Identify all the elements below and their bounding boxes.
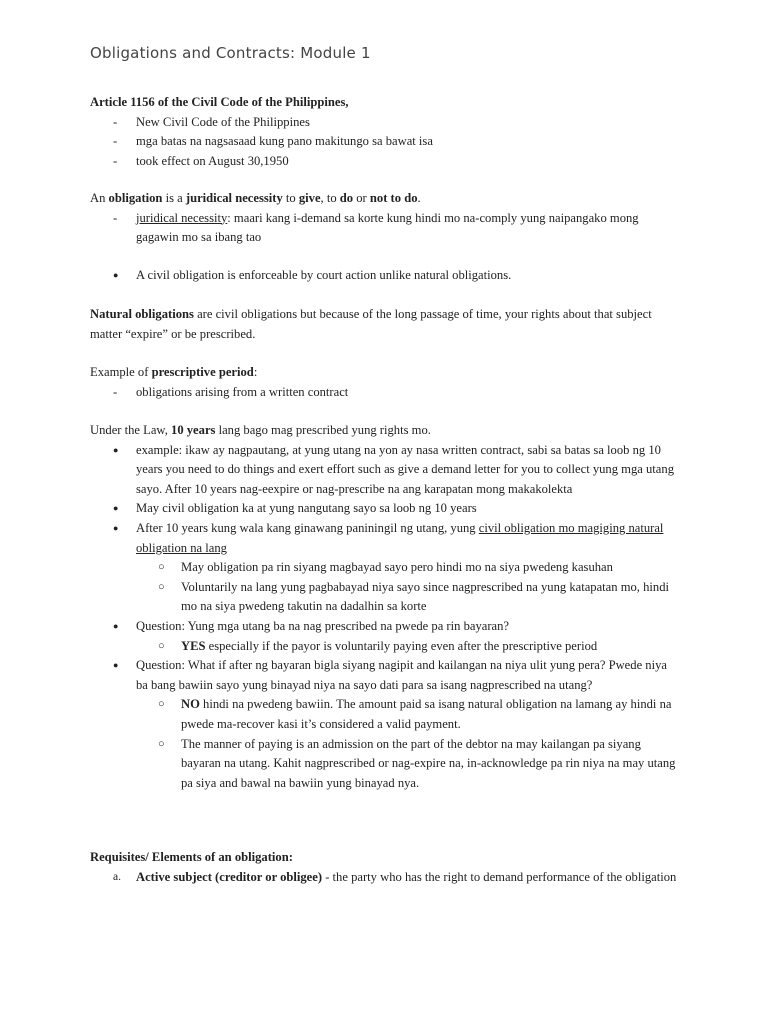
- sub-list-item: [90, 695, 680, 734]
- list-item: [90, 209, 680, 248]
- list-item-text: Question: Yung mga utang ba na nag prescribed na pwede pa rin bayaran?: [136, 618, 510, 633]
- requisites-title: Requisites/ Elements of an obligation:: [90, 850, 293, 864]
- bullet-marker: ●: [113, 503, 119, 514]
- list-item: [90, 132, 680, 152]
- list-item-text: mga batas na nagsasaad kung pano makitungo sa bawat isa: [136, 134, 433, 149]
- sub-list-item: [90, 558, 680, 578]
- dash-marker: -: [113, 210, 118, 225]
- bullet-marker: ●: [113, 620, 119, 631]
- list-item: [90, 152, 680, 172]
- list-item: [90, 266, 680, 286]
- sub-list-item: [90, 735, 680, 794]
- dash-marker: -: [113, 153, 118, 168]
- bullet-marker: ●: [113, 270, 119, 280]
- dash-marker: -: [113, 114, 118, 129]
- circle-marker: ○: [158, 737, 165, 750]
- document-header: Obligations and Contracts: Module 1: [90, 44, 371, 62]
- bullet-marker: ●: [113, 660, 119, 671]
- dash-marker: -: [113, 384, 118, 399]
- list-item-text: took effect on August 30,1950: [136, 153, 289, 168]
- list-item-text: After 10 years kung wala kang ginawang paniningil ng utang, yung civil obligation mo magiging natural obligation na lang: [136, 520, 664, 555]
- circle-marker: ○: [158, 698, 165, 711]
- list-item-text: Question: What if after ng bayaran bigla siyang nagipit and kailangan na niya ulit yung pera? Pwede niya ba bang bawiin sayo yung binayad niya na sayo dati para sa isang nagprescribed na utang?: [136, 658, 667, 692]
- list-item: [90, 383, 680, 403]
- sub-list-item: [90, 578, 680, 617]
- list-item: [90, 656, 680, 695]
- article-title: Article 1156 of the Civil Code of the Philippines,: [90, 95, 349, 109]
- law-section: Under the Law, 10 years lang bago mag prescribed yung rights mo. ● example: ikaw ay nagpautang, at yung utang na yon ay nasa written contract, sabi sa batas sa loob ng 10 years you need to do things and exert effort such as give a demand letter for you to collect yung mga utang sayo. After 10 years nag-eexpire or nag-prescribe na ang karapatan mong makakolekta ● May civil obligation ka at yung nangutang sayo sa loob ng 10 years ● After 10 years kung wala kang ginawang paniningil ng utang, yung civil obligation mo magiging natural obligation na lang ○ May obligation pa rin siyang magbayad sayo pero hindi mo na siya pwedeng kasuhan ○ Voluntarily na lang yung pagbabayad niya sayo since nagprescribed na yung katapatan mo, hindi mo na siya pwedeng takutin na dadalhin sa korte ● Question: Yung mga utang ba na nag prescribed na pwede pa rin bayaran? ○ YES especially if the payor is voluntarily paying even after the prescriptive period ● Question: What if after ng bayaran bigla siyang nagipit and kailangan na niya ulit yung pera? Pwede niya ba bang bawiin sayo yung binayad niya na sayo dati para sa isang nagprescribed na utang? ○ NO hindi na pwedeng bawiin. The amount paid sa isang natural obligation na lamang ay hindi na pwede ma-recover kasi it’s considered a valid payment. ○ The manner of paying is an admission on the part of the debtor na may kailangan pa siyang bayaran na utang. Kahit nagprescribed or nag-expire na, in-acknowledge pa rin niya na may utang pa siya and bawal na bawiin yung binayad nya.: [90, 421, 680, 793]
- list-item-text: juridical necessity: maari kang i-demand sa korte kung hindi mo na-comply yung naipangako mong gagawin mo sa ibang tao: [136, 210, 639, 245]
- list-item-text: New Civil Code of the Philippines: [136, 114, 310, 129]
- list-item-text: YES especially if the payor is voluntarily paying even after the prescriptive period: [181, 638, 598, 653]
- list-item-text: Active subject (creditor or obligee) - the party who has the right to demand performance of the obligation: [136, 869, 677, 884]
- list-item: [90, 499, 680, 519]
- prescriptive-section: Example of prescriptive period: - obligations arising from a written contract: [90, 363, 680, 402]
- list-item-text: example: ikaw ay nagpautang, at yung utang na yon ay nasa written contract, sabi sa batas sa loob ng 10 years you need to do things and exert effort such as give a demand letter for you to collect yung mga utang sayo. After 10 years nag-eexpire or nag-prescribe na ang karapatan mong makakolekta: [136, 442, 674, 496]
- list-item-text: NO hindi na pwedeng bawiin. The amount paid sa isang natural obligation na lamang ay hindi na pwede ma-recover kasi it’s considered a valid payment.: [181, 697, 672, 731]
- circle-marker: ○: [158, 639, 165, 652]
- list-item: [90, 441, 680, 500]
- requisites-section: [90, 848, 680, 887]
- list-item: [90, 617, 680, 637]
- letter-marker: a.: [113, 870, 121, 883]
- circle-marker: ○: [158, 580, 165, 593]
- definition-paragraph: An obligation is a juridical necessity to give, to do or not to do.: [90, 191, 421, 205]
- sub-list-item: [90, 637, 680, 657]
- list-item: [90, 519, 680, 558]
- list-item-text: May civil obligation ka at yung nangutang sayo sa loob ng 10 years: [136, 501, 477, 516]
- list-item-text: May obligation pa rin siyang magbayad sayo pero hindi mo na siya pwedeng kasuhan: [181, 560, 613, 575]
- dash-marker: -: [113, 134, 118, 149]
- list-item-text: The manner of paying is an admission on the part of the debtor na may kailangan pa siyang bayaran na utang. Kahit nagprescribed or nag-expire na, in-acknowledge pa rin niya na may utang pa siya and bawal na bawiin yung binayad nya.: [181, 736, 676, 790]
- list-item: [90, 113, 680, 133]
- list-item-text: A civil obligation is enforceable by court action unlike natural obligations.: [136, 268, 512, 282]
- list-item: [90, 868, 680, 888]
- natural-obligations-paragraph: Natural obligations are civil obligations but because of the long passage of time, your rights about that subject matter “expire” or be prescribed.: [90, 307, 652, 341]
- circle-marker: ○: [158, 561, 165, 574]
- list-item-text: Voluntarily na lang yung pagbabayad niya sayo since nagprescribed na yung katapatan mo, hindi mo na siya pwedeng takutin na dadalhin sa korte: [181, 579, 669, 614]
- article-section: [90, 93, 680, 171]
- civil-obligation-section: [90, 266, 680, 286]
- bullet-marker: ●: [113, 444, 119, 455]
- definition-section: [90, 189, 680, 248]
- bullet-marker: ●: [113, 522, 119, 533]
- list-item-text: obligations arising from a written contract: [136, 384, 349, 399]
